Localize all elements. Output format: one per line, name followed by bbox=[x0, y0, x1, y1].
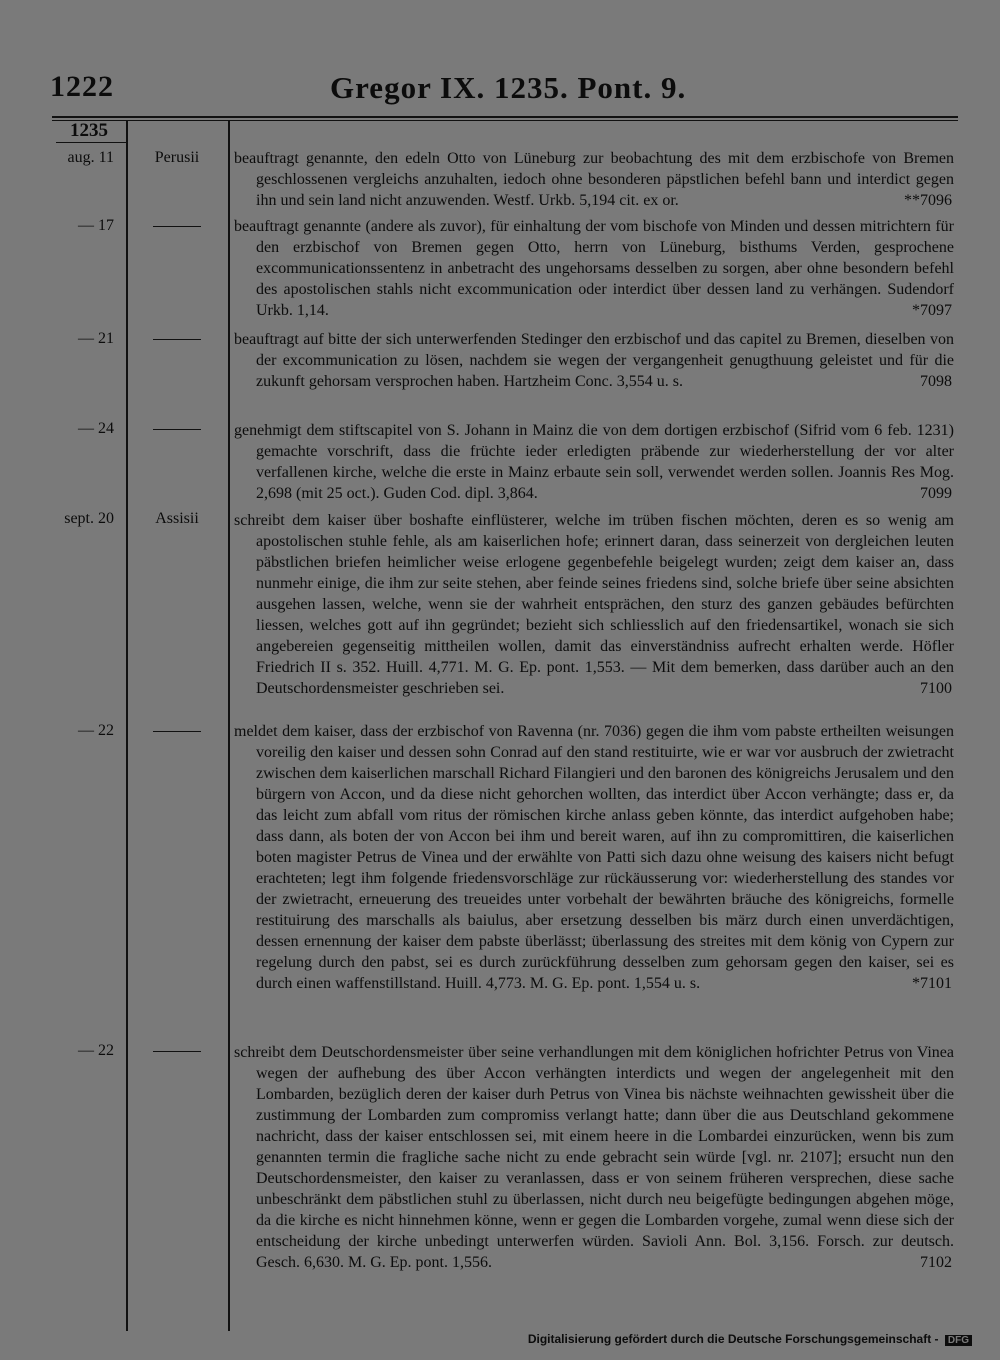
entry-date: — 17 bbox=[78, 217, 114, 234]
register-entry bbox=[234, 148, 954, 211]
ditto-dash bbox=[128, 420, 226, 438]
dfg-logo-icon: DFG bbox=[945, 1335, 972, 1346]
entry-number: 7100 bbox=[912, 678, 952, 699]
register-entry bbox=[234, 420, 954, 504]
entry-date: aug. 11 bbox=[67, 149, 114, 166]
ditto-dash bbox=[128, 722, 226, 740]
column-divider-right bbox=[228, 121, 230, 1331]
entry-text: schreibt dem kaiser über boshafte einflüsterer, welche im trüben fischen möchten, deren es so wenig am apostolischen stuhle fehle, als am kaiserlichen hofe; erinnert daran, dass seinerzeit von dergleichen leuten päbstlichen briefen heimlicher weise erlogene gegenbefehle beigelegt wurden; zeigt dem kaiser an, dass nunmehr einige, die ihm zur seite stehen, aber feinde seines friedens sind, solche briefe über seine absichten ausgehen lassen, welche, wenn sie der wahrheit entsprächen, den sturz des ganzen gebäudes befürchten liessen, welches gott auf ihn gegründet; bezieht sich schliesslich auf den friedensartikel, wonach sie sich angebereien gegenseitig mittheilen wollen, damit das einverständniss aufrecht erhalten werde. Höfler Friedrich II s. 352. Huill. 4,771. M. G. Ep. pont. 1,553. — Mit dem bemerken, dass darüber auch an den Deutschordensmeister geschrieben sei. bbox=[234, 512, 954, 697]
entry-number: **7096 bbox=[896, 190, 952, 211]
entry-number: 7098 bbox=[912, 371, 952, 392]
register-entry bbox=[234, 329, 954, 392]
entry-date: — 21 bbox=[78, 330, 114, 347]
ditto-dash bbox=[128, 1042, 226, 1060]
entry-place: Assisii bbox=[155, 510, 199, 527]
register-entry bbox=[234, 216, 954, 321]
entry-date: — 22 bbox=[78, 722, 114, 739]
page-title: Gregor IX. 1235. Pont. 9. bbox=[330, 70, 687, 105]
entry-number: 7099 bbox=[912, 483, 952, 504]
footer-text: Digitalisierung gefördert durch die Deutsche Forschungsgemeinschaft - bbox=[527, 1332, 939, 1346]
entry-date: — 24 bbox=[78, 420, 114, 437]
register-entry bbox=[234, 1042, 954, 1273]
entry-date: sept. 20 bbox=[64, 510, 114, 527]
entry-text: schreibt dem Deutschordensmeister über seine verhandlungen mit dem königlichen hofrichter Petrus von Vinea wegen der aufhebung des über Accon verhängten interdicts und wegen der angelegenheit mit den Lombarden, bezüglich deren der kaiser durh Petrus von Vinea bis nächste weihnachten gewissheit über die zustimmung der Lombarden zum compromiss verlangt hatte; dann über die aus Deutschland gekommene nachricht, dass der kaiser entschlossen sei, mit einem heere in die Lombardei einzurücken, wenn bis zum genannten termin die fragliche sache nicht zu ende gebracht sein würde [vgl. nr. 2107]; ersucht nun den Deutschordensmeister, den kaiser zu veranlassen, dass er von seinem früheren versprechen, diese sache unbeschränkt dem päbstlichen stuhl zu überlassen, nicht durch neu beigefügte bedingungen abgehen möge, da die kirche es nicht hinnehmen könne, wenn er gegen die Lombarden vorgehe, zumal wenn diese sich der entscheidung der kirche unbedingt unterwerfen würden. Savioli Ann. Bol. 3,156. Forsch. zur deutsch. Gesch. 6,630. M. G. Ep. pont. 1,556. bbox=[234, 1044, 954, 1271]
footer-credit bbox=[528, 1332, 972, 1346]
year-label: 1235 bbox=[70, 120, 108, 141]
entry-place: Perusii bbox=[154, 149, 200, 166]
header-rule bbox=[52, 116, 958, 118]
entry-text: genehmigt dem stiftscapitel von S. Johann in Mainz die von dem dortigen erzbischof (Sifrid vom 6 feb. 1231) gemachte vorschrift, dass die früchte ieder erledigten präbende zur wiederherstellung der vor alter verfallenen kirche, welche die erste in Mainz erbaute sein soll, verwendet werden sollen. Joannis Res Mog. 2,698 (mit 25 oct.). Guden Cod. dipl. 3,864. bbox=[234, 422, 954, 502]
entry-number: *7101 bbox=[904, 973, 952, 994]
entry-number: *7097 bbox=[904, 300, 952, 321]
year-rule bbox=[56, 142, 126, 143]
register-entry bbox=[234, 510, 954, 699]
entry-text: beauftragt auf bitte der sich unterwerfenden Stedinger den erzbischof und das capitel zu Bremen, dieselben von der excommunication zu lösen, nachdem sie wegen der vergangenheit genugthuung geleistet und für die zukunft gehorsam versprochen haben. Hartzheim Conc. 3,554 u. s. bbox=[234, 331, 954, 390]
ditto-dash bbox=[128, 217, 226, 235]
entry-text: meldet dem kaiser, dass der erzbischof von Ravenna (nr. 7036) gegen die ihm vom pabste ertheilten weisungen voreilig den kaiser und dessen sohn Conrad auf den stand restituirte, wie er war vor ausbruch der zwietracht zwischen dem kaiserlichen marschall Richard Filangieri und den baronen des königreichs Jerusalem und den bürgern von Accon, und da diese nicht gehorchen wollten, das interdict über Accon verhängte; dass er, da das leicht zum abfall vom ritus der römischen kirche anlass geben könnte, das interdict aufgehoben habe; dass dann, als boten der von Accon bei ihm und bereit waren, auf ihn zu compromittiren, die kaiserlichen boten magister Petrus de Vinea und der erwählte von Patti sich dazu ohne weisung des kaisers nicht befugt erachteten; legt ihm folgende friedensvorschläge zur rückäusserung vor: wiederherstellung des standes vor der zwietracht, erneuerung des treueides unter vorbehalt der bewährten bräuche des königreichs, formelle restituirung des marschalls als baiulus, aber ersetzung desselben bis märz durch einen unverdächtigen, dessen ernennung der kaiser dem pabste überlässt; überlassung des streites mit dem könig von Cypern zur regelung durch den pabst, sei es durch zurückführung desselben zum gehorsam gegen den kaiser, sei es durch einen waffenstillstand. Huill. 4,773. M. G. Ep. pont. 1,554 u. s. bbox=[234, 723, 954, 992]
entry-text: beauftragt genannte (andere als zuvor), für einhaltung der vom bischofe von Minden und dessen mitrichtern für den erzbischof von Bremen gegen Otto, herrn von Lüneburg, bisthums Verden, gesprochene excommunicationssentenz in anbetracht des ungehorsams desselben zu sorgen, aber ohne besondern befehl des apostolischen stahls nicht excommunication oder interdict über dessen land zu verhängen. Sudendorf Urkb. 1,14. bbox=[234, 218, 954, 319]
page-number: 1222 bbox=[50, 70, 114, 103]
entry-text: beauftragt genannte, den edeln Otto von Lüneburg zur beobachtung des mit dem erzbischofe von Bremen geschlossenen vergleichs anzuhalten, iedoch ohne besonderen päpstlichen befehl bann und interdict gegen ihn und sein land nicht anzuwenden. Westf. Urkb. 5,194 cit. ex or. bbox=[234, 150, 954, 209]
header-rule-thin bbox=[52, 120, 958, 121]
ditto-dash bbox=[128, 330, 226, 348]
entry-number: 7102 bbox=[912, 1252, 952, 1273]
entry-date: — 22 bbox=[78, 1042, 114, 1059]
register-entry bbox=[234, 721, 954, 994]
